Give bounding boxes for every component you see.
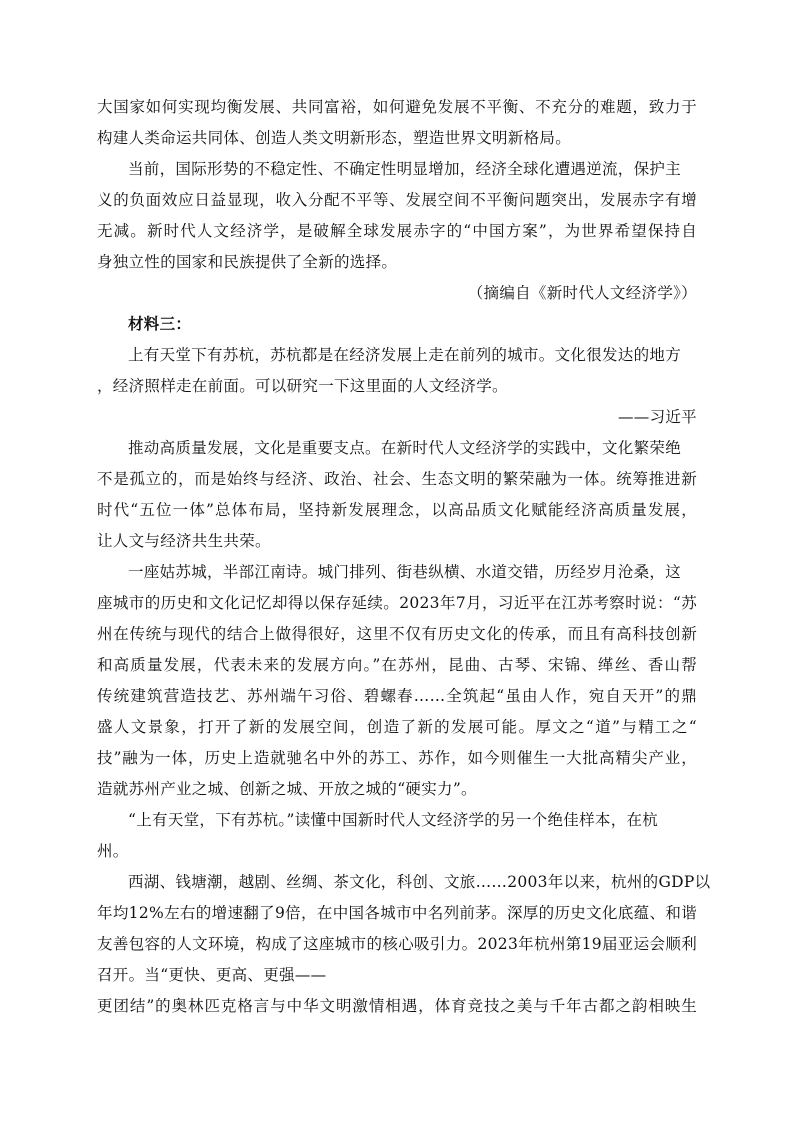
text-line: 州在传统与现代的结合上做得很好，这里不仅有历史文化的传承，而且有高科技创新: [97, 625, 697, 643]
text-line: 一座姑苏城，半部江南诗。城门排列、街巷纵横、水道交错，历经岁月沧桑，这: [128, 563, 682, 581]
text-line: 大国家如何实现均衡发展、共同富裕，如何避免发展不平衡、不充分的难题，致力于: [97, 98, 697, 116]
text-line: 盛人文景象，打开了新的发展空间，创造了新的发展可能。厚文之“道”与精工之“: [97, 718, 697, 736]
text-line: 西湖、钱塘潮，越剧、丝绸、茶文化，科创、文旅……2003年以来，杭州的GDP以: [128, 873, 711, 891]
text-line: 身独立性的国家和民族提供了全新的选择。: [97, 253, 398, 271]
text-line: 无减。新时代人文经济学，是破解全球发展赤字的“中国方案”，为世界希望保持自: [97, 222, 697, 240]
text-line: 义的负面效应日益显现，收入分配不平等、发展空间不平衡问题突出，发展赤字有增: [97, 191, 697, 209]
text-line: 构建人类命运共同体、创造人类文明新形态，塑造世界文明新格局。: [97, 129, 572, 147]
source-citation: （摘编自《新时代人文经济学》）: [467, 284, 697, 302]
text-line: 召开。当“更快、更高、更强——: [97, 966, 327, 984]
text-line: 不是孤立的，而是始终与经济、政治、社会、生态文明的繁荣融为一体。统筹推进新: [97, 470, 697, 488]
text-line: 和高质量发展，代表未来的发展方向。”在苏州，昆曲、古琴、宋锦、缂丝、香山帮: [97, 656, 697, 674]
quote-attribution: ——习近平: [617, 408, 697, 426]
text-line: 时代“五位一体”总体布局，坚持新发展理念，以高品质文化赋能经济高质量发展，: [97, 501, 697, 519]
text-line: 上有天堂下有苏杭，苏杭都是在经济发展上走在前列的城市。文化很发达的地方: [128, 346, 682, 364]
text-line: ，经济照样走在前面。可以研究一下这里面的人文经济学。: [97, 377, 508, 395]
text-line: 传统建筑营造技艺、苏州端午习俗、碧螺春……全筑起“虽由人作，宛自天开”的鼎: [97, 687, 697, 705]
text-line: 友善包容的人文环境，构成了这座城市的核心吸引力。2023年杭州第19届亚运会顺利: [97, 935, 697, 953]
text-line: 更团结”的奥林匹克格言与中华文明激情相遇，体育竞技之美与千年古都之韵相映生: [97, 997, 697, 1015]
text-line: 造就苏州产业之城、创新之城、开放之城的“硬实力”。: [97, 780, 477, 798]
text-line: 技”融为一体，历史上造就驰名中外的苏工、苏作，如今则催生一大批高精尖产业，: [97, 749, 697, 767]
text-line: 州。: [97, 842, 129, 860]
section-heading: 材料三：: [128, 314, 192, 333]
text-line: 推动高质量发展，文化是重要支点。在新时代人文经济学的实践中，文化繁荣绝: [128, 439, 682, 457]
text-line: “上有天堂，下有苏杭。”读懂中国新时代人文经济学的另一个绝佳样本，在杭: [128, 811, 659, 829]
text-line: 当前，国际形势的不稳定性、不确定性明显增加，经济全球化遭遇逆流，保护主: [128, 160, 682, 178]
text-line: 让人文与经济共生共荣。: [97, 532, 271, 550]
text-line: 座城市的历史和文化记忆却得以保存延续。2023年7月，习近平在江苏考察时说：“苏: [97, 594, 697, 612]
text-line: 年均12%左右的增速翻了9倍，在中国各城市中名列前茅。深厚的历史文化底蕴、和谐: [97, 904, 697, 922]
